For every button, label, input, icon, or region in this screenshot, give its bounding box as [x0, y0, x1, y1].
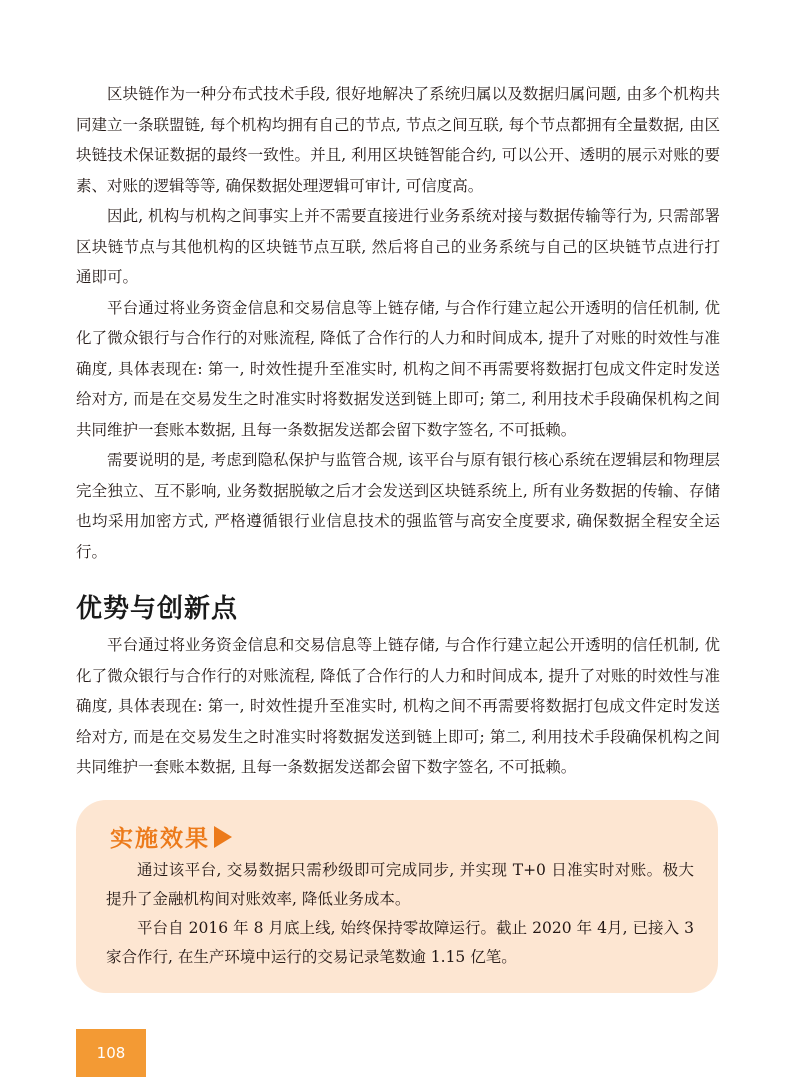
callout-title	[110, 820, 232, 853]
page-number: 108	[76, 1029, 146, 1077]
callout-body	[106, 856, 694, 972]
paragraph: 区块链作为一种分布式技术手段, 很好地解决了系统归属以及数据归属问题, 由多个机构共同建立一条联盟链, 每个机构均拥有自己的节点, 节点之间互联, 每个节点都拥有全量数据, 由区块链技术保证数据的最终一致性。并且, 利用区块链智能合约, 可以公开、透明的展示对账的要素、对账的逻辑等等, 确保数据处理逻辑可审计, 可信度高。	[76, 85, 720, 195]
paragraph: 平台自 2016 年 8 月底上线, 始终保持零故障运行。截止 2020 年 4月, 已接入 3 家合作行, 在生产环境中运行的交易记录笔数逾 1.15 亿笔。	[106, 919, 694, 966]
paragraph: 平台通过将业务资金信息和交易信息等上链存储, 与合作行建立起公开透明的信任机制, 优化了微众银行与合作行的对账流程, 降低了合作行的人力和时间成本, 提升了对账的时效性与准确度, 具体表现在: 第一, 时效性提升至准实时, 机构之间不再需要将数据打包成文件定时发送给对方, 而是在交易发生之时准实时将数据发送到链上即可; 第二, 利用技术手段确保机构之间共同维护一套账本数据, 且每一条数据发送都会留下数字签名, 不可抵赖。	[76, 636, 720, 776]
body-section	[76, 630, 720, 783]
paragraph: 需要说明的是, 考虑到隐私保护与监管合规, 该平台与原有银行核心系统在逻辑层和物理层完全独立、互不影响, 业务数据脱敏之后才会发送到区块链系统上, 所有业务数据的传输、存储也均采用加密方式, 严格遵循银行业信息技术的强监管与高安全度要求, 确保数据全程安全运行。	[76, 451, 720, 561]
paragraph: 通过该平台, 交易数据只需秒级即可完成同步, 并实现 T+0 日准实时对账。极大提升了金融机构间对账效率, 降低业务成本。	[106, 861, 694, 908]
callout-title-text: 实施效果	[110, 826, 210, 852]
triangle-right-icon	[214, 826, 232, 848]
section-heading: 优势与创新点	[76, 594, 239, 624]
body-section	[76, 79, 720, 567]
paragraph: 因此, 机构与机构之间事实上并不需要直接进行业务系统对接与数据传输等行为, 只需部署区块链节点与其他机构的区块链节点互联, 然后将自己的业务系统与自己的区块链节点进行打通即可。	[76, 207, 720, 286]
implementation-effect-box	[76, 800, 718, 993]
paragraph: 平台通过将业务资金信息和交易信息等上链存储, 与合作行建立起公开透明的信任机制, 优化了微众银行与合作行的对账流程, 降低了合作行的人力和时间成本, 提升了对账的时效性与准确度, 具体表现在: 第一, 时效性提升至准实时, 机构之间不再需要将数据打包成文件定时发送给对方, 而是在交易发生之时准实时将数据发送到链上即可; 第二, 利用技术手段确保机构之间共同维护一套账本数据, 且每一条数据发送都会留下数字签名, 不可抵赖。	[76, 298, 720, 439]
